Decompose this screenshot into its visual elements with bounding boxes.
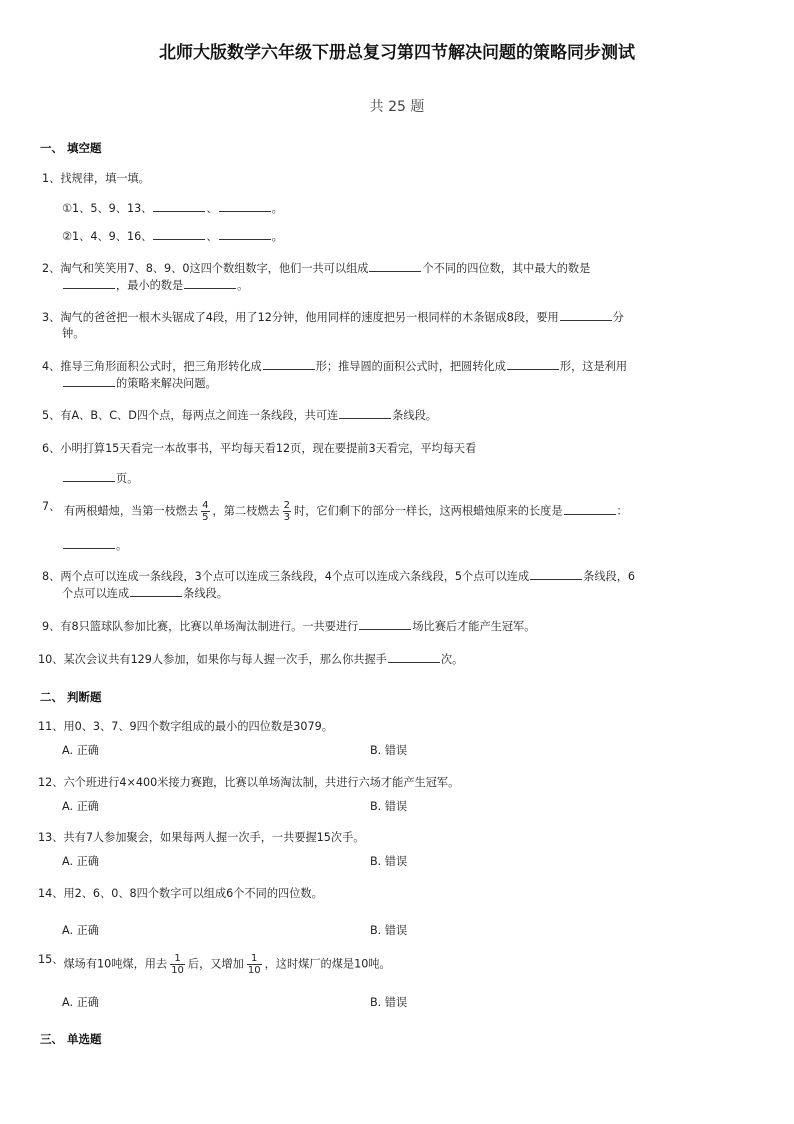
question-3 xyxy=(42,309,624,325)
question-8-cont xyxy=(62,585,228,601)
question-text: 某次会议共有129人参加，如果你与每人握一次手，那么你共握手 xyxy=(63,653,387,666)
option-b[interactable]: B. 错误 xyxy=(370,800,408,813)
question-13 xyxy=(38,830,364,845)
question-number: 5、 xyxy=(42,409,61,422)
question-5 xyxy=(42,407,437,423)
question-text: 页。 xyxy=(116,472,139,485)
question-number: 13、 xyxy=(38,831,64,844)
period: 。 xyxy=(271,230,283,243)
question-text: 小明打算15天看完一本故事书，平均每天看12页，现在要提前3天看完，平均每天看 xyxy=(60,442,477,455)
question-text: 用0、3、7、9四个数字组成的最小的四位数是3079。 xyxy=(63,720,333,733)
question-9 xyxy=(42,618,535,634)
section-fill-heading: 一、 填空题 xyxy=(40,141,102,155)
period: 。 xyxy=(237,279,249,292)
question-number: 8、 xyxy=(42,570,61,583)
question-6 xyxy=(42,441,476,456)
fraction xyxy=(170,953,185,976)
question-number: 14、 xyxy=(38,887,64,900)
question-number: 2、 xyxy=(42,262,61,275)
fraction-numerator: 4 xyxy=(202,500,209,511)
option-a[interactable]: A. 正确 xyxy=(62,996,99,1009)
question-14 xyxy=(38,886,323,901)
answer-blank[interactable] xyxy=(339,407,391,419)
fraction xyxy=(247,953,262,976)
question-text: 淘气的爸爸把一根木头锯成了4段，用了12分钟，他用同样的速度把另一根同样的木条锯成8段，要用 xyxy=(60,311,559,324)
question-text: 共有7人参加聚会，如果每两人握一次手，一共要握15次手。 xyxy=(63,831,365,844)
section-choice-heading: 三、 单选题 xyxy=(40,1032,102,1046)
sequence-text: ①1、5、9、13、 xyxy=(62,202,153,215)
question-8 xyxy=(42,568,635,584)
question-text: 形，这是利用 xyxy=(559,360,628,373)
question-text: 推导三角形面积公式时，把三角形转化成 xyxy=(60,360,262,373)
question-2-cont xyxy=(62,277,248,293)
question-number: 12、 xyxy=(38,776,64,789)
question-text: 个不同的四位数，其中最大的数是 xyxy=(422,262,591,275)
answer-blank[interactable] xyxy=(63,277,115,289)
question-text: 个点可以连成 xyxy=(62,587,130,600)
question-4-cont xyxy=(62,375,217,391)
answer-blank[interactable] xyxy=(63,375,115,387)
question-text: ，最小的数是 xyxy=(116,279,184,292)
question-number: 9、 xyxy=(42,620,61,633)
fraction xyxy=(283,500,291,523)
separator: 、 xyxy=(206,202,218,215)
question-text: 有8只篮球队参加比赛，比赛以单场淘汰制进行。一共要进行 xyxy=(60,620,359,633)
question-text: 场比赛后才能产生冠军。 xyxy=(412,620,536,633)
answer-blank[interactable] xyxy=(153,200,205,212)
question-text: 钟。 xyxy=(62,327,85,340)
question-number: 3、 xyxy=(42,311,61,324)
period: 。 xyxy=(116,539,128,552)
answer-blank[interactable] xyxy=(184,277,236,289)
question-count: 共 25 题 xyxy=(369,99,425,115)
option-b[interactable]: B. 错误 xyxy=(370,996,408,1009)
answer-blank[interactable] xyxy=(530,568,582,580)
answer-blank[interactable] xyxy=(560,309,612,321)
option-a[interactable]: A. 正确 xyxy=(62,855,99,868)
option-b[interactable]: B. 错误 xyxy=(370,855,408,868)
question-text: 两个点可以连成一条线段，3个点可以连成三条线段，4个点可以连成六条线段，5个点可以连成 xyxy=(60,570,530,583)
question-number: 10、 xyxy=(38,653,64,666)
fraction-denominator: 3 xyxy=(283,512,291,523)
question-3-cont xyxy=(62,326,84,341)
question-text: 条线段，6 xyxy=(583,570,636,583)
fraction xyxy=(201,500,209,523)
question-text: 有A、B、C、D四个点，每两点之间连一条线段，共可连 xyxy=(60,409,339,422)
question-11 xyxy=(38,719,333,734)
question-text: 用2、6、0、8四个数字可以组成6个不同的四位数。 xyxy=(63,887,323,900)
answer-blank[interactable] xyxy=(130,585,182,597)
question-text: 六个班进行4×400米接力赛跑，比赛以单场淘汰制，共进行六场才能产生冠军。 xyxy=(63,776,460,789)
question-text: 找规律，填一填。 xyxy=(60,172,150,185)
period: 。 xyxy=(271,202,283,215)
question-number: 15、 xyxy=(38,952,64,966)
question-text: 煤场有10吨煤，用去 xyxy=(63,957,168,971)
fraction-denominator: 5 xyxy=(202,512,209,523)
question-text: 条线段。 xyxy=(183,587,228,600)
question-number: 7、 xyxy=(42,499,61,513)
answer-blank[interactable] xyxy=(219,228,271,240)
answer-blank[interactable] xyxy=(369,260,421,272)
question-1 xyxy=(42,171,150,186)
option-a[interactable]: A. 正确 xyxy=(62,924,99,937)
question-number: 1、 xyxy=(42,172,61,185)
page-title: 北师大版数学六年级下册总复习第四节解决问题的策略同步测试 xyxy=(159,43,635,63)
question-text: ，第二枝燃去 xyxy=(212,504,280,518)
question-2 xyxy=(42,260,590,276)
question-1-part-b xyxy=(62,228,283,244)
question-text: 后，又增加 xyxy=(187,957,244,971)
answer-blank[interactable] xyxy=(219,200,271,212)
section-judge-heading: 二、 判断题 xyxy=(40,690,102,704)
answer-blank[interactable] xyxy=(507,358,559,370)
question-1-part-a xyxy=(62,200,283,216)
question-4 xyxy=(42,358,627,374)
answer-blank[interactable] xyxy=(359,618,411,630)
question-7 xyxy=(42,500,628,523)
question-text: 次。 xyxy=(440,653,464,666)
question-text: 的策略来解决问题。 xyxy=(116,377,217,390)
answer-blank[interactable] xyxy=(153,228,205,240)
question-10 xyxy=(38,651,463,667)
question-number: 4、 xyxy=(42,360,61,373)
answer-blank[interactable] xyxy=(388,651,440,663)
fraction-numerator: 1 xyxy=(247,953,262,965)
sequence-text: ②1、4、9、16、 xyxy=(62,230,153,243)
question-text: 形；推导圆的面积公式时，把圆转化成 xyxy=(315,360,506,373)
question-text: ，这时煤厂的煤是10吨。 xyxy=(264,957,391,971)
option-b[interactable]: B. 错误 xyxy=(370,924,408,937)
question-number: 11、 xyxy=(38,720,64,733)
question-text: 淘气和笑笑用7、8、9、0这四个数组数字，他们一共可以组成 xyxy=(60,262,369,275)
option-a[interactable]: A. 正确 xyxy=(62,800,99,813)
question-text: 条线段。 xyxy=(392,409,437,422)
option-a[interactable]: A. 正确 xyxy=(62,744,99,757)
fraction-numerator: 2 xyxy=(283,500,291,511)
fraction-numerator: 1 xyxy=(170,953,185,965)
question-number: 6、 xyxy=(42,442,61,455)
answer-blank[interactable] xyxy=(564,503,616,515)
question-text: 时，它们剩下的部分一样长，这两根蜡烛原来的长度是 xyxy=(294,504,563,518)
question-12 xyxy=(38,775,459,790)
answer-blank[interactable] xyxy=(263,358,315,370)
separator: 、 xyxy=(206,230,218,243)
fraction-denominator: 10 xyxy=(171,965,184,976)
question-text: 分 xyxy=(612,311,624,324)
answer-blank[interactable] xyxy=(63,470,115,482)
question-15 xyxy=(38,953,391,976)
option-b[interactable]: B. 错误 xyxy=(370,744,408,757)
question-text: ： xyxy=(616,504,628,518)
question-6-cont xyxy=(62,470,138,486)
question-7-cont xyxy=(62,537,127,553)
answer-blank[interactable] xyxy=(63,537,115,549)
question-text: 有两根蜡烛，当第一枝燃去 xyxy=(63,504,199,518)
fraction-denominator: 10 xyxy=(247,965,261,976)
